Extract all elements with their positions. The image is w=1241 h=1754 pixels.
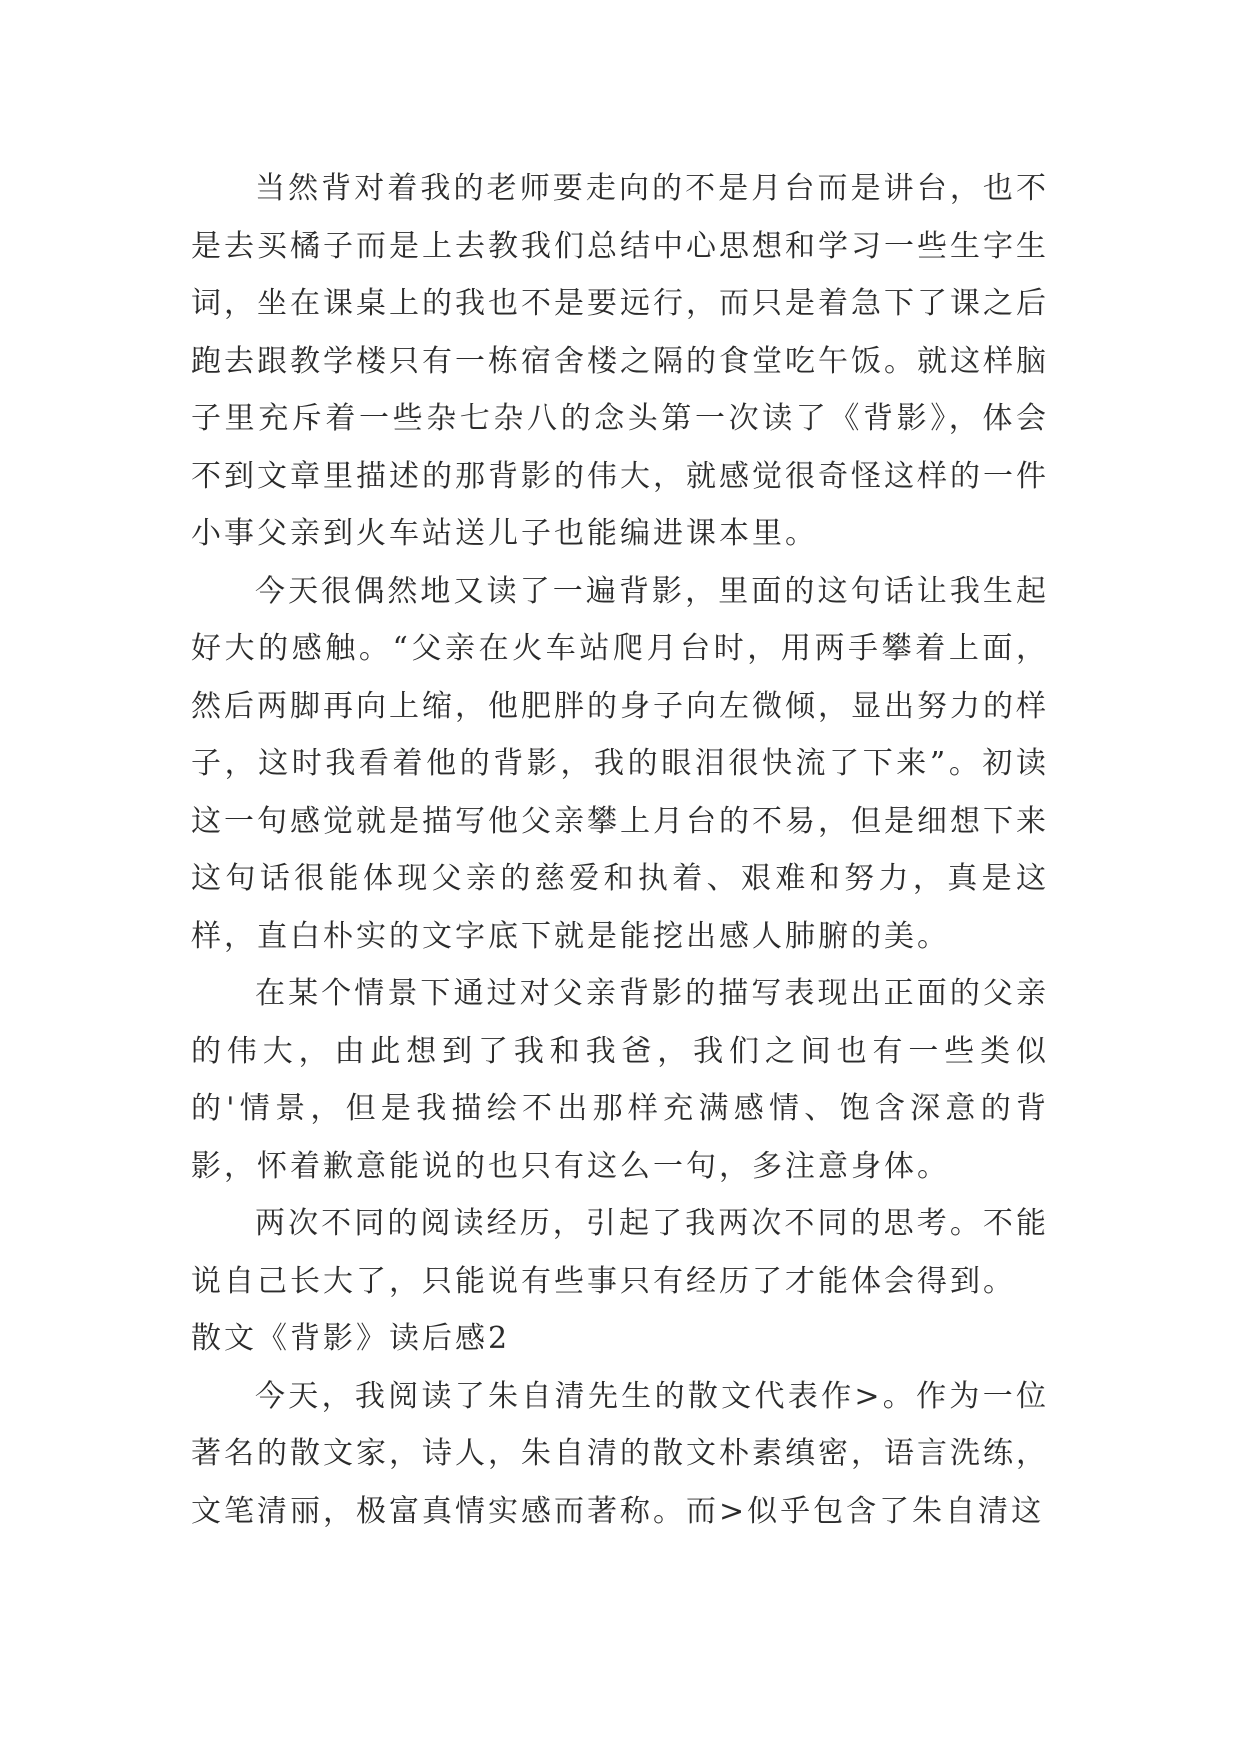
paragraph-3: 在某个情景下通过对父亲背影的描写表现出正面的父亲的伟大，由此想到了我和我爸，我们之间也有一些类似的'情景，但是我描绘不出那样充满感情、饱含深意的背影，怀着歉意能说的也只有这么一句，多注意身体。 [191, 976, 1049, 1184]
paragraph-1: 当然背对着我的老师要走向的不是月台而是讲台，也不是去买橘子而是上去教我们总结中心思想和学习一些生字生词，坐在课桌上的我也不是要远行，而只是着急下了课之后跑去跟教学楼只有一栋宿舍楼之隔的食堂吃午饭。就这样脑子里充斥着一些杂七杂八的念头第一次读了《背影》，体会不到文章里描述的那背影的伟大，就感觉很奇怪这样的一件小事父亲到火车站送儿子也能编进课本里。 [191, 171, 1049, 551]
paragraph-5: 今天，我阅读了朱自清先生的散文代表作>。作为一位著名的散文家，诗人，朱自清的散文朴素缜密，语言洗练，文笔清丽，极富真情实感而著称。而>似乎包含了朱自清这 [191, 1378, 1049, 1529]
section-heading: 散文《背影》读后感2 [191, 1321, 511, 1356]
paragraph-4: 两次不同的阅读经历，引起了我两次不同的思考。不能说自己长大了，只能说有些事只有经历了才能体会得到。 [191, 1206, 1049, 1299]
paragraph-2: 今天很偶然地又读了一遍背影，里面的这句话让我生起好大的感触。“父亲在火车站爬月台时，用两手攀着上面，然后两脚再向上缩，他肥胖的身子向左微倾，显出努力的样子，这时我看着他的背影，我的眼泪很快流了下来”。初读这一句感觉就是描写他父亲攀上月台的不易，但是细想下来这句话很能体现父亲的慈爱和执着、艰难和努力，真是这样，直白朴实的文字底下就是能挖出感人肺腑的美。 [191, 573, 1049, 954]
document-body [191, 160, 1049, 1540]
